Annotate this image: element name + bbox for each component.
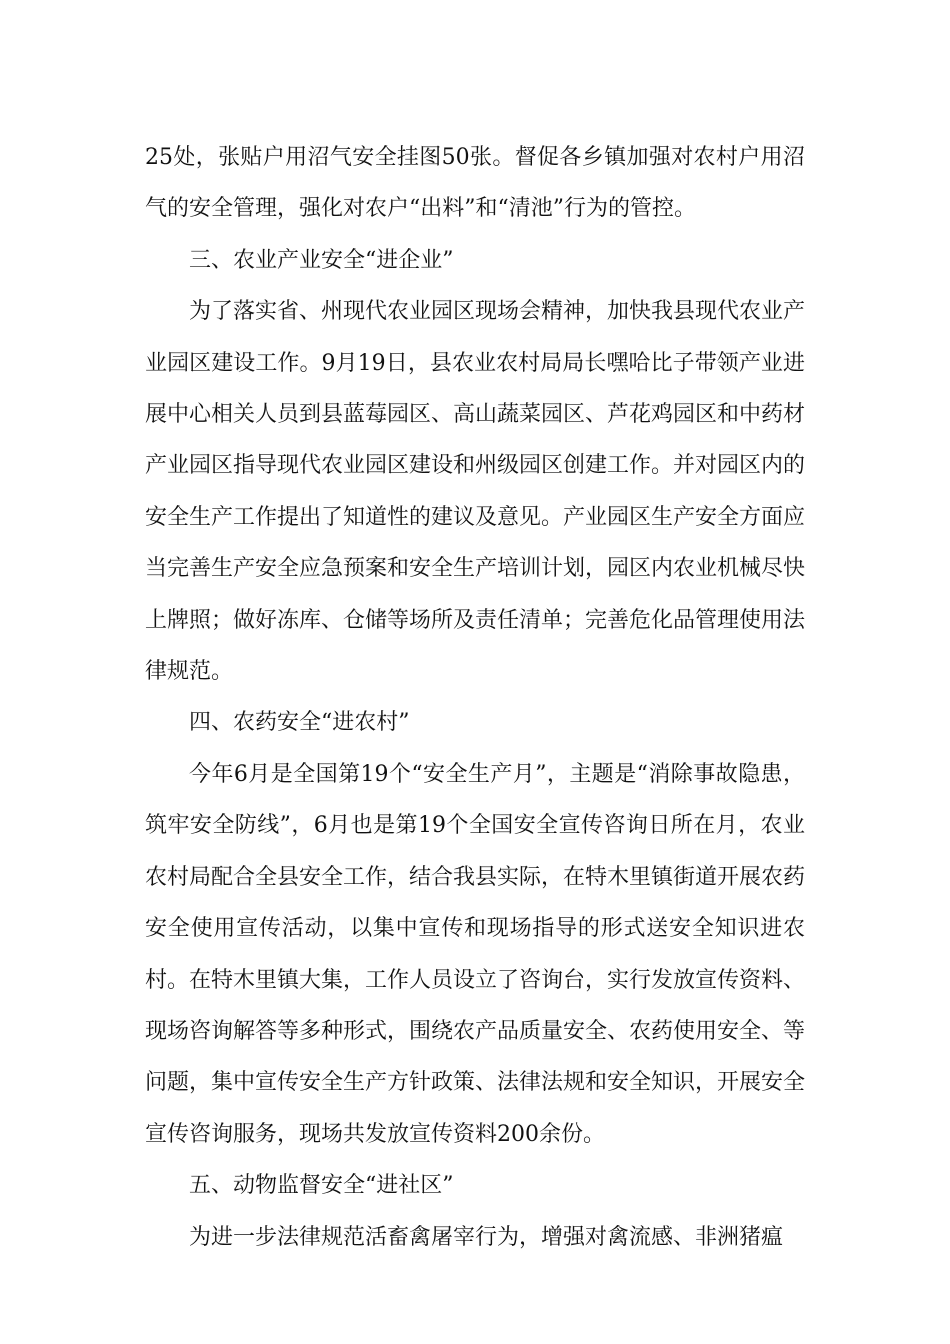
section-heading-3: 三、农业产业安全“进企业”: [189, 247, 454, 273]
section-heading-4: 四、农药安全“进农村”: [189, 710, 410, 736]
paragraph-section-5: 为进一步法律规范活畜禽屠宰行为，增强对禽流感、非洲猪瘟: [189, 1224, 784, 1250]
paragraph-continuation: 25处，张贴户用沼气安全挂图50张。督促各乡镇加强对农村户用沼气的安全管理，强化对农户“出料”和“清池”行为的管控。: [145, 145, 805, 222]
section-heading-5: 五、动物监督安全“进社区”: [189, 1173, 454, 1199]
document-body: [145, 132, 805, 1263]
paragraph-section-4: 今年6月是全国第19个“安全生产月”，主题是“消除事故隐患，筑牢安全防线”，6月也是第19个全国安全宣传咨询日所在月，农业农村局配合全县安全工作，结合我县实际，在特木里镇街道开展农药安全使用宣传活动，以集中宣传和现场指导的形式送安全知识进农村。在特木里镇大集，工作人员设立了咨询台，实行发放宣传资料、现场咨询解答等多种形式，围绕农产品质量安全、农药使用安全、等问题，集中宣传安全生产方针政策、法律法规和安全知识，开展安全宣传咨询服务，现场共发放宣传资料200余份。: [145, 761, 806, 1147]
paragraph-section-3: 为了落实省、州现代农业园区现场会精神，加快我县现代农业产业园区建设工作。9月19日，县农业农村局局长嘿哈比子带领产业进展中心相关人员到县蓝莓园区、高山蔬菜园区、芦花鸡园区和中药材产业园区指导现代农业园区建设和州级园区创建工作。并对园区内的安全生产工作提出了知道性的建议及意见。产业园区生产安全方面应当完善生产安全应急预案和安全生产培训计划，园区内农业机械尽快上牌照；做好冻库、仓储等场所及责任清单；完善危化品管理使用法律规范。: [145, 299, 806, 685]
